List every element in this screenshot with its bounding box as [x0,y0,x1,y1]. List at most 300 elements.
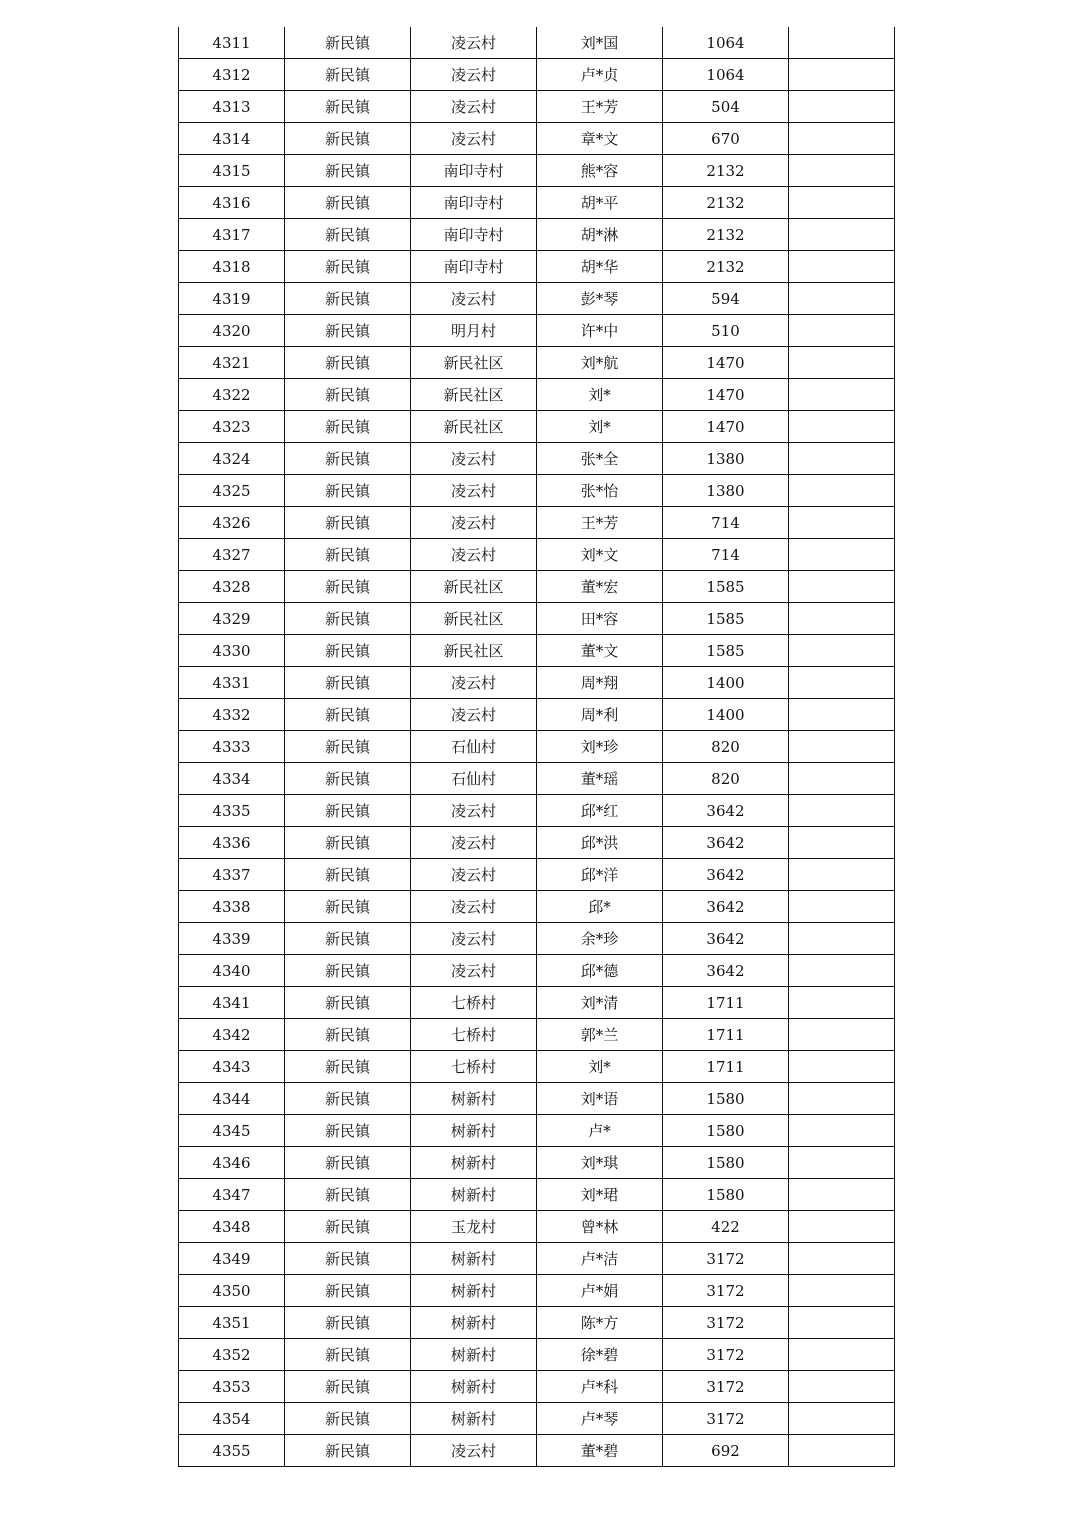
table-row [179,123,895,155]
name-cell: 刘* [537,411,663,443]
village-cell: 凌云村 [411,891,537,923]
row-number-cell: 4338 [179,891,285,923]
remark-cell [789,571,895,603]
amount-cell: 510 [663,315,789,347]
amount-cell: 3642 [663,891,789,923]
town-cell: 新民镇 [285,379,411,411]
row-number-cell: 4318 [179,251,285,283]
table-row [179,91,895,123]
row-number-cell: 4313 [179,91,285,123]
name-cell: 熊*容 [537,155,663,187]
amount-cell: 2132 [663,219,789,251]
town-cell: 新民镇 [285,1307,411,1339]
name-cell: 卢*贞 [537,59,663,91]
remark-cell [789,987,895,1019]
table-row [179,347,895,379]
name-cell: 曾*林 [537,1211,663,1243]
town-cell: 新民镇 [285,123,411,155]
amount-cell: 3642 [663,795,789,827]
remark-cell [789,411,895,443]
town-cell: 新民镇 [285,283,411,315]
town-cell: 新民镇 [285,763,411,795]
town-cell: 新民镇 [285,155,411,187]
amount-cell: 714 [663,539,789,571]
town-cell: 新民镇 [285,891,411,923]
name-cell: 章*文 [537,123,663,155]
name-cell: 刘*国 [537,27,663,59]
amount-cell: 1380 [663,443,789,475]
amount-cell: 820 [663,763,789,795]
name-cell: 卢*洁 [537,1243,663,1275]
name-cell: 卢* [537,1115,663,1147]
town-cell: 新民镇 [285,347,411,379]
village-cell: 南印寺村 [411,155,537,187]
name-cell: 郭*兰 [537,1019,663,1051]
row-number-cell: 4325 [179,475,285,507]
row-number-cell: 4352 [179,1339,285,1371]
amount-cell: 2132 [663,187,789,219]
village-cell: 凌云村 [411,475,537,507]
village-cell: 树新村 [411,1339,537,1371]
row-number-cell: 4327 [179,539,285,571]
name-cell: 卢*科 [537,1371,663,1403]
village-cell: 七桥村 [411,987,537,1019]
village-cell: 凌云村 [411,27,537,59]
amount-cell: 3172 [663,1275,789,1307]
amount-cell: 1064 [663,59,789,91]
remark-cell [789,891,895,923]
village-cell: 凌云村 [411,59,537,91]
amount-cell: 1585 [663,635,789,667]
town-cell: 新民镇 [285,667,411,699]
table-row [179,635,895,667]
remark-cell [789,603,895,635]
remark-cell [789,1403,895,1435]
amount-cell: 1585 [663,603,789,635]
table-row [179,923,895,955]
amount-cell: 1380 [663,475,789,507]
town-cell: 新民镇 [285,475,411,507]
table-row [179,987,895,1019]
name-cell: 王*芳 [537,91,663,123]
table-row [179,763,895,795]
table-row [179,1307,895,1339]
name-cell: 刘*珍 [537,731,663,763]
remark-cell [789,155,895,187]
village-cell: 七桥村 [411,1019,537,1051]
table-row [179,187,895,219]
table-row [179,379,895,411]
village-cell: 南印寺村 [411,219,537,251]
table-row [179,1051,895,1083]
row-number-cell: 4345 [179,1115,285,1147]
name-cell: 邱* [537,891,663,923]
name-cell: 刘*航 [537,347,663,379]
name-cell: 董*碧 [537,1435,663,1467]
remark-cell [789,1115,895,1147]
row-number-cell: 4348 [179,1211,285,1243]
name-cell: 胡*平 [537,187,663,219]
row-number-cell: 4324 [179,443,285,475]
town-cell: 新民镇 [285,1435,411,1467]
row-number-cell: 4355 [179,1435,285,1467]
remark-cell [789,59,895,91]
remark-cell [789,1147,895,1179]
town-cell: 新民镇 [285,1339,411,1371]
village-cell: 凌云村 [411,923,537,955]
table-row [179,1019,895,1051]
amount-cell: 1470 [663,347,789,379]
row-number-cell: 4330 [179,635,285,667]
town-cell: 新民镇 [285,315,411,347]
row-number-cell: 4333 [179,731,285,763]
amount-cell: 3172 [663,1243,789,1275]
village-cell: 石仙村 [411,763,537,795]
village-cell: 新民社区 [411,379,537,411]
amount-cell: 3172 [663,1403,789,1435]
row-number-cell: 4334 [179,763,285,795]
amount-cell: 3642 [663,955,789,987]
village-cell: 凌云村 [411,283,537,315]
town-cell: 新民镇 [285,1051,411,1083]
village-cell: 树新村 [411,1307,537,1339]
row-number-cell: 4314 [179,123,285,155]
town-cell: 新民镇 [285,1403,411,1435]
table-row [179,1339,895,1371]
remark-cell [789,795,895,827]
table-row [179,1147,895,1179]
table-row [179,699,895,731]
table-row [179,507,895,539]
row-number-cell: 4347 [179,1179,285,1211]
remark-cell [789,1051,895,1083]
town-cell: 新民镇 [285,1019,411,1051]
town-cell: 新民镇 [285,1371,411,1403]
village-cell: 凌云村 [411,123,537,155]
remark-cell [789,1307,895,1339]
amount-cell: 1580 [663,1083,789,1115]
table-row [179,539,895,571]
town-cell: 新民镇 [285,1275,411,1307]
town-cell: 新民镇 [285,91,411,123]
amount-cell: 1711 [663,1051,789,1083]
village-cell: 凌云村 [411,91,537,123]
village-cell: 新民社区 [411,603,537,635]
table-body [179,27,895,1467]
village-cell: 七桥村 [411,1051,537,1083]
remark-cell [789,635,895,667]
name-cell: 刘*珺 [537,1179,663,1211]
amount-cell: 1580 [663,1115,789,1147]
village-cell: 凌云村 [411,443,537,475]
table-row [179,155,895,187]
remark-cell [789,731,895,763]
remark-cell [789,283,895,315]
row-number-cell: 4342 [179,1019,285,1051]
table-row [179,1371,895,1403]
amount-cell: 3642 [663,923,789,955]
village-cell: 树新村 [411,1147,537,1179]
name-cell: 刘*清 [537,987,663,1019]
row-number-cell: 4316 [179,187,285,219]
town-cell: 新民镇 [285,859,411,891]
amount-cell: 3172 [663,1307,789,1339]
town-cell: 新民镇 [285,1243,411,1275]
village-cell: 南印寺村 [411,251,537,283]
remark-cell [789,27,895,59]
remark-cell [789,1435,895,1467]
row-number-cell: 4317 [179,219,285,251]
table-row [179,1179,895,1211]
name-cell: 董*宏 [537,571,663,603]
row-number-cell: 4340 [179,955,285,987]
table-row [179,1083,895,1115]
remark-cell [789,1019,895,1051]
town-cell: 新民镇 [285,59,411,91]
remark-cell [789,91,895,123]
name-cell: 周*翔 [537,667,663,699]
town-cell: 新民镇 [285,219,411,251]
name-cell: 董*瑶 [537,763,663,795]
row-number-cell: 4351 [179,1307,285,1339]
name-cell: 邱*红 [537,795,663,827]
table-row [179,1435,895,1467]
table-row [179,827,895,859]
row-number-cell: 4322 [179,379,285,411]
village-cell: 新民社区 [411,411,537,443]
remark-cell [789,1243,895,1275]
village-cell: 新民社区 [411,635,537,667]
table-row [179,603,895,635]
name-cell: 张*全 [537,443,663,475]
town-cell: 新民镇 [285,955,411,987]
amount-cell: 1711 [663,987,789,1019]
amount-cell: 1580 [663,1147,789,1179]
table-row [179,1403,895,1435]
village-cell: 凌云村 [411,795,537,827]
village-cell: 新民社区 [411,347,537,379]
amount-cell: 3642 [663,859,789,891]
remark-cell [789,923,895,955]
town-cell: 新民镇 [285,251,411,283]
remark-cell [789,1083,895,1115]
table-row [179,1115,895,1147]
town-cell: 新民镇 [285,27,411,59]
village-cell: 凌云村 [411,955,537,987]
name-cell: 邱*洪 [537,827,663,859]
table-row [179,1211,895,1243]
row-number-cell: 4341 [179,987,285,1019]
row-number-cell: 4328 [179,571,285,603]
town-cell: 新民镇 [285,187,411,219]
name-cell: 张*怡 [537,475,663,507]
remark-cell [789,507,895,539]
table-row [179,443,895,475]
table-row [179,315,895,347]
village-cell: 凌云村 [411,699,537,731]
remark-cell [789,859,895,891]
amount-cell: 1580 [663,1179,789,1211]
remark-cell [789,763,895,795]
village-cell: 树新村 [411,1403,537,1435]
table-row [179,1275,895,1307]
name-cell: 卢*琴 [537,1403,663,1435]
table-row [179,795,895,827]
town-cell: 新民镇 [285,699,411,731]
name-cell: 田*容 [537,603,663,635]
amount-cell: 1064 [663,27,789,59]
table-row [179,59,895,91]
name-cell: 余*珍 [537,923,663,955]
table-row [179,475,895,507]
remark-cell [789,699,895,731]
amount-cell: 504 [663,91,789,123]
village-cell: 树新村 [411,1371,537,1403]
remark-cell [789,1211,895,1243]
name-cell: 彭*琴 [537,283,663,315]
village-cell: 凌云村 [411,827,537,859]
amount-cell: 670 [663,123,789,155]
table-row [179,1243,895,1275]
amount-cell: 820 [663,731,789,763]
name-cell: 徐*碧 [537,1339,663,1371]
remark-cell [789,315,895,347]
name-cell: 胡*华 [537,251,663,283]
amount-cell: 1470 [663,411,789,443]
village-cell: 南印寺村 [411,187,537,219]
village-cell: 凌云村 [411,1435,537,1467]
amount-cell: 3172 [663,1371,789,1403]
village-cell: 凌云村 [411,507,537,539]
row-number-cell: 4326 [179,507,285,539]
row-number-cell: 4339 [179,923,285,955]
village-cell: 树新村 [411,1243,537,1275]
remark-cell [789,827,895,859]
town-cell: 新民镇 [285,603,411,635]
town-cell: 新民镇 [285,507,411,539]
remark-cell [789,443,895,475]
row-number-cell: 4354 [179,1403,285,1435]
row-number-cell: 4349 [179,1243,285,1275]
data-table [178,27,895,1467]
amount-cell: 3642 [663,827,789,859]
amount-cell: 1711 [663,1019,789,1051]
name-cell: 周*利 [537,699,663,731]
table-row [179,283,895,315]
row-number-cell: 4350 [179,1275,285,1307]
town-cell: 新民镇 [285,795,411,827]
table-row [179,411,895,443]
town-cell: 新民镇 [285,827,411,859]
name-cell: 陈*方 [537,1307,663,1339]
town-cell: 新民镇 [285,571,411,603]
table-row [179,219,895,251]
remark-cell [789,667,895,699]
remark-cell [789,475,895,507]
row-number-cell: 4335 [179,795,285,827]
amount-cell: 594 [663,283,789,315]
amount-cell: 3172 [663,1339,789,1371]
village-cell: 玉龙村 [411,1211,537,1243]
town-cell: 新民镇 [285,1211,411,1243]
town-cell: 新民镇 [285,923,411,955]
amount-cell: 1400 [663,699,789,731]
name-cell: 董*文 [537,635,663,667]
remark-cell [789,379,895,411]
table-row [179,859,895,891]
row-number-cell: 4319 [179,283,285,315]
name-cell: 刘*文 [537,539,663,571]
town-cell: 新民镇 [285,1179,411,1211]
remark-cell [789,1275,895,1307]
remark-cell [789,123,895,155]
village-cell: 树新村 [411,1083,537,1115]
town-cell: 新民镇 [285,539,411,571]
town-cell: 新民镇 [285,443,411,475]
amount-cell: 2132 [663,155,789,187]
table-row [179,955,895,987]
table-row [179,571,895,603]
village-cell: 树新村 [411,1115,537,1147]
remark-cell [789,187,895,219]
amount-cell: 2132 [663,251,789,283]
row-number-cell: 4336 [179,827,285,859]
remark-cell [789,1179,895,1211]
row-number-cell: 4346 [179,1147,285,1179]
row-number-cell: 4312 [179,59,285,91]
town-cell: 新民镇 [285,987,411,1019]
village-cell: 树新村 [411,1275,537,1307]
village-cell: 明月村 [411,315,537,347]
remark-cell [789,539,895,571]
remark-cell [789,1339,895,1371]
table-row [179,27,895,59]
row-number-cell: 4332 [179,699,285,731]
table-row [179,667,895,699]
town-cell: 新民镇 [285,411,411,443]
row-number-cell: 4331 [179,667,285,699]
row-number-cell: 4329 [179,603,285,635]
amount-cell: 1470 [663,379,789,411]
table-row [179,891,895,923]
town-cell: 新民镇 [285,731,411,763]
name-cell: 胡*淋 [537,219,663,251]
name-cell: 许*中 [537,315,663,347]
village-cell: 石仙村 [411,731,537,763]
amount-cell: 422 [663,1211,789,1243]
name-cell: 刘* [537,379,663,411]
town-cell: 新民镇 [285,1115,411,1147]
row-number-cell: 4311 [179,27,285,59]
row-number-cell: 4353 [179,1371,285,1403]
name-cell: 刘* [537,1051,663,1083]
remark-cell [789,1371,895,1403]
village-cell: 新民社区 [411,571,537,603]
town-cell: 新民镇 [285,635,411,667]
village-cell: 凌云村 [411,667,537,699]
amount-cell: 1585 [663,571,789,603]
row-number-cell: 4315 [179,155,285,187]
village-cell: 凌云村 [411,859,537,891]
row-number-cell: 4344 [179,1083,285,1115]
town-cell: 新民镇 [285,1083,411,1115]
amount-cell: 1400 [663,667,789,699]
name-cell: 刘*琪 [537,1147,663,1179]
town-cell: 新民镇 [285,1147,411,1179]
village-cell: 凌云村 [411,539,537,571]
table-row [179,731,895,763]
name-cell: 邱*德 [537,955,663,987]
